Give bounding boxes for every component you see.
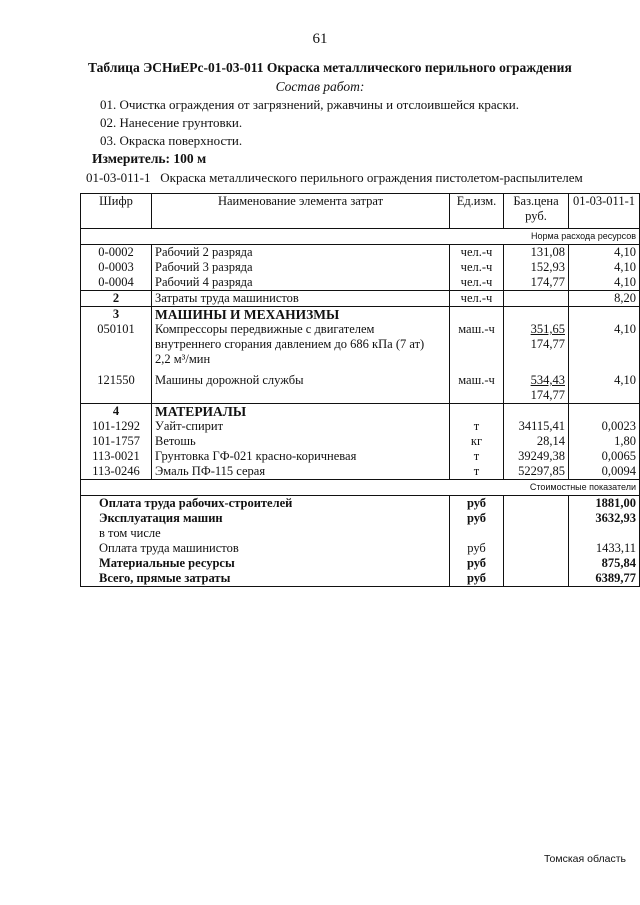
row-name-line: Компрессоры передвижные с двигателем — [155, 322, 375, 336]
empty-cell — [504, 571, 569, 587]
header-norm: 01-03-011-1 — [569, 194, 640, 229]
empty-cell — [569, 307, 640, 323]
row-norm: 4,10 — [569, 322, 640, 367]
row-name — [152, 322, 450, 367]
row-name: Эмаль ПФ-115 серая — [152, 464, 450, 480]
row-name: Рабочий 2 разряда — [152, 245, 450, 261]
empty-cell — [504, 404, 569, 420]
total-unit: руб — [450, 571, 504, 587]
row-price-main: 351,65 — [530, 322, 565, 336]
row-norm: 4,10 — [569, 260, 640, 275]
table-title: Таблица ЭСНиЕРс-01-03-011 Окраска металлического перильного ограждения — [88, 60, 572, 75]
row-price — [504, 367, 569, 404]
table-row — [81, 291, 640, 307]
row-code: 0-0004 — [81, 275, 152, 291]
empty-cell — [450, 307, 504, 323]
row-norm: 0,0094 — [569, 464, 640, 480]
row-unit: т — [450, 419, 504, 434]
table-header-row — [81, 194, 640, 229]
row-unit: маш.-ч — [450, 322, 504, 367]
row-price: 52297,85 — [504, 464, 569, 480]
row-price: 34115,41 — [504, 419, 569, 434]
work-item: 01. Очистка ограждения от загрязнений, ржавчины и отслоившейся краски. — [100, 97, 519, 112]
total-row — [81, 526, 640, 541]
row-name: Ветошь — [152, 434, 450, 449]
table-row — [81, 434, 640, 449]
page-number: 61 — [312, 31, 328, 47]
row-price — [504, 291, 569, 307]
row-unit: чел.-ч — [450, 291, 504, 307]
row-norm: 4,10 — [569, 245, 640, 261]
row-code: 101-1292 — [81, 419, 152, 434]
section-title: МАТЕРИАЛЫ — [152, 404, 450, 420]
row-price: 152,93 — [504, 260, 569, 275]
cost-indicators-subheader: Стоимостные показатели — [81, 480, 640, 496]
row-name: Грунтовка ГФ-021 красно-коричневая — [152, 449, 450, 464]
row-price: 39249,38 — [504, 449, 569, 464]
subheader-row — [81, 480, 640, 496]
table-row — [81, 419, 640, 434]
row-norm: 1,80 — [569, 434, 640, 449]
section-code: 4 — [81, 404, 152, 420]
row-price-main: 534,43 — [530, 373, 565, 387]
row-unit: т — [450, 464, 504, 480]
work-item: 03. Окраска поверхности. — [100, 133, 243, 148]
table-row — [81, 464, 640, 480]
row-name-line: внутреннего сгорания давлением до 686 кПа (7 ат) — [155, 337, 425, 351]
row-code: 113-0246 — [81, 464, 152, 480]
table-row — [81, 260, 640, 275]
header-price: Баз.цена руб. — [504, 194, 569, 229]
empty-cell — [504, 511, 569, 526]
row-code: 050101 — [81, 322, 152, 367]
row-norm: 0,0065 — [569, 449, 640, 464]
empty-cell — [504, 526, 569, 541]
total-name: Материальные ресурсы — [81, 556, 450, 571]
empty-cell — [504, 556, 569, 571]
row-price — [504, 322, 569, 367]
row-unit: т — [450, 449, 504, 464]
row-price: 28,14 — [504, 434, 569, 449]
row-name: Затраты труда машинистов — [152, 291, 450, 307]
norm-name: Окраска металлического перильного ограждения пистолетом-распылителем — [160, 170, 583, 185]
table-row — [81, 449, 640, 464]
row-code: 0-0003 — [81, 260, 152, 275]
row-code: 2 — [81, 291, 152, 307]
total-value: 6389,77 — [569, 571, 640, 587]
section-code: 3 — [81, 307, 152, 323]
row-unit: чел.-ч — [450, 275, 504, 291]
row-unit: чел.-ч — [450, 245, 504, 261]
norm-code: 01-03-011-1 — [86, 170, 151, 185]
total-value: 1881,00 — [569, 496, 640, 512]
empty-cell — [504, 307, 569, 323]
row-name-line: 2,2 м³/мин — [155, 352, 211, 366]
total-row — [81, 541, 640, 556]
row-price-secondary: 174,77 — [530, 388, 565, 402]
header-code: Шифр — [81, 194, 152, 229]
total-unit: руб — [450, 511, 504, 526]
region-footer: Томская область — [543, 853, 626, 865]
empty-cell — [504, 541, 569, 556]
row-name: Рабочий 3 разряда — [152, 260, 450, 275]
total-name: Оплата труда рабочих-строителей — [81, 496, 450, 512]
table-row — [81, 245, 640, 261]
total-unit: руб — [450, 496, 504, 512]
total-unit: руб — [450, 541, 504, 556]
norm-line — [86, 170, 583, 186]
works-heading: Состав работ: — [275, 79, 365, 94]
total-value: 1433,11 — [569, 541, 640, 556]
subheader-row — [81, 229, 640, 245]
total-unit — [450, 526, 504, 541]
section-title: МАШИНЫ И МЕХАНИЗМЫ — [152, 307, 450, 323]
header-name: Наименование элемента затрат — [152, 194, 450, 229]
total-name: в том числе — [81, 526, 450, 541]
resource-norm-subheader: Норма расхода ресурсов — [81, 229, 640, 245]
total-name: Эксплуатация машин — [81, 511, 450, 526]
total-row — [81, 496, 640, 512]
row-price: 131,08 — [504, 245, 569, 261]
row-code: 101-1757 — [81, 434, 152, 449]
row-price-secondary: 174,77 — [530, 337, 565, 351]
cost-table — [80, 193, 640, 587]
row-code: 113-0021 — [81, 449, 152, 464]
row-name: Рабочий 4 разряда — [152, 275, 450, 291]
row-price: 174,77 — [504, 275, 569, 291]
row-name: Уайт-спирит — [152, 419, 450, 434]
empty-cell — [504, 496, 569, 512]
section-row — [81, 404, 640, 420]
table-row — [81, 367, 640, 404]
row-unit: чел.-ч — [450, 260, 504, 275]
row-norm: 4,10 — [569, 275, 640, 291]
total-value: 3632,93 — [569, 511, 640, 526]
row-norm: 4,10 — [569, 367, 640, 404]
total-row — [81, 571, 640, 587]
empty-cell — [569, 404, 640, 420]
measure-unit: Измеритель: 100 м — [92, 151, 207, 166]
row-name: Машины дорожной службы — [152, 367, 450, 404]
row-norm: 8,20 — [569, 291, 640, 307]
total-row — [81, 556, 640, 571]
empty-cell — [450, 404, 504, 420]
row-unit: кг — [450, 434, 504, 449]
total-value — [569, 526, 640, 541]
row-code: 0-0002 — [81, 245, 152, 261]
row-unit: маш.-ч — [450, 367, 504, 404]
work-item: 02. Нанесение грунтовки. — [100, 115, 243, 130]
total-name: Оплата труда машинистов — [81, 541, 450, 556]
header-unit: Ед.изм. — [450, 194, 504, 229]
section-row — [81, 307, 640, 323]
total-value: 875,84 — [569, 556, 640, 571]
total-unit: руб — [450, 556, 504, 571]
row-code: 121550 — [81, 367, 152, 404]
table-row — [81, 275, 640, 291]
total-name: Всего, прямые затраты — [81, 571, 450, 587]
table-row — [81, 322, 640, 367]
total-row — [81, 511, 640, 526]
row-norm: 0,0023 — [569, 419, 640, 434]
